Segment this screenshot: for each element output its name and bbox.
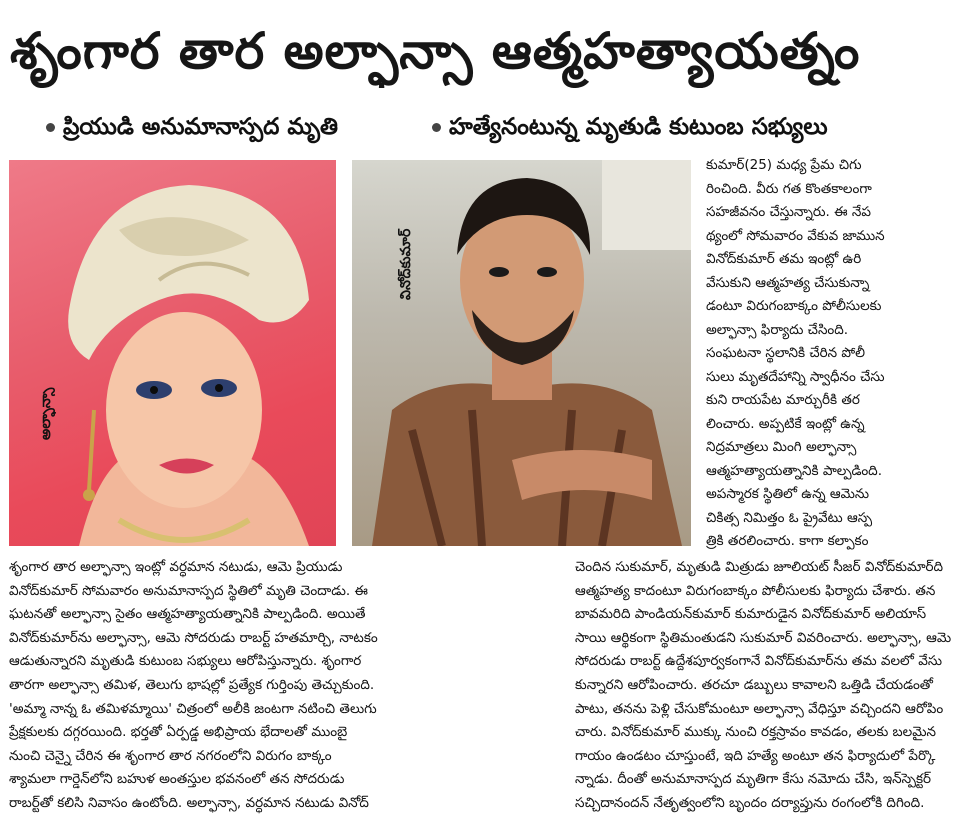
text-line: సహజీవనం చేస్తున్నారు. ఈ నేప (706, 204, 871, 220)
text-line: లించారు. అప్పటికే ఇంట్లో ఉన్న (706, 415, 865, 432)
text-line: సోదరుడు రాబర్ట్‌ ఉద్దేశపూర్వకంగానే వినోద్‌కుమార్‌ను తమ వలలో వేసు (575, 653, 942, 670)
text-line: న్నాడు. దీంతో అనుమానాస్పద మృతిగా కేసు నమోదు చేసి, ఇన్‌స్పెక్టర్‌ (575, 771, 932, 788)
actress-illustration (9, 160, 336, 546)
actor-photo (352, 160, 691, 546)
subheadline-1-text: ప్రియుడి అనుమానాస్పద మృతి (63, 114, 338, 140)
text-line: చికిత్స నిమిత్తం ఓ ప్రైవేటు ఆస్ప (706, 509, 873, 526)
subheadline-2 (432, 110, 952, 146)
text-line: వేసుకుని ఆత్మహత్య చేసుకున్నా (706, 274, 870, 291)
text-line: నుంచి చెన్నై చేరిన ఈ శృంగార తార నగరంలోని విరుగం బాక్కం (9, 747, 332, 764)
text-line: రించింది. వీరు గత కొంతకాలంగా (706, 180, 872, 197)
bullet-icon (46, 123, 55, 132)
text-line: బావమరిది పాండియన్‌కుమార్‌ కుమారుడైన వినోద్‌కుమార్‌ అలియాస్‌ (575, 606, 927, 623)
text-line: సంఘటనా స్థలానికి చేరిన పోలీ (706, 345, 866, 361)
side-column-text (706, 154, 954, 554)
text-line: 'అమ్మా నాన్న ఓ తమిళమ్మాయి' చిత్రంలో అలీకి జంటగా నటించి తెలుగు (9, 700, 377, 717)
subheadline-2-text: హత్యేనంటున్న మృతుడి కుటుంబ సభ్యులు (449, 114, 828, 140)
text-line: కుని రాయపేట మార్చురీకి తర (706, 392, 860, 408)
body-left-column (9, 556, 565, 826)
text-line: అల్ఫాన్సా ఫిర్యాదు చేసింది. (706, 321, 849, 338)
text-line: చారు. వినోద్‌కుమార్‌ ముక్కు నుంచి రక్తస్రావం కావడం, తలకు బలమైన (575, 724, 936, 741)
text-line (706, 554, 954, 555)
text-line: సచ్చిదానందన్‌ నేతృత్వంలోని బృందం దర్యాప్తును రంగంలోకి దిగింది. (575, 794, 925, 811)
bullet-icon (432, 123, 441, 132)
text-line: వినోద్‌కుమార్‌ తమ ఇంట్లో ఉరి (706, 251, 862, 267)
text-line: సాయి ఆర్థికంగా స్థితిమంతుడని సుకుమార్‌ వివరించారు. అల్ఫాన్సా, ఆమె (575, 629, 952, 646)
text-line: ఘటనతో అల్ఫాన్సా సైతం ఆత్మహత్యాయత్నానికి పాల్పడింది. అయితే (9, 606, 366, 623)
text-line: కున్నారని ఆరోపించారు. తరచూ డబ్బులు కావాలని ఒత్తిడి చేయడంతో (575, 676, 933, 693)
text-line: త్రికి తరలించారు. కాగా కల్పాకం (706, 533, 869, 549)
actor-photo-caption: వినోద్‌కుమార్ (398, 228, 414, 300)
text-line: ఆత్మహత్యాయత్నానికి పాల్పడింది. (706, 462, 883, 479)
actor-illustration (352, 160, 691, 546)
text-line: వినోద్‌కుమార్‌ను అల్ఫాన్సా, ఆమె సోదరుడు రాబర్ట్‌ హతమార్చి, నాటకం (9, 629, 378, 646)
text-line: గాయం ఉండటం చూస్తుంటే, ఇది హత్యే అంటూ తన ఫిర్యాదులో పేర్కొ (575, 747, 936, 764)
text-line: అపస్మారక స్థితిలో ఉన్న ఆమెను (706, 486, 870, 502)
subheadline-1 (46, 110, 426, 146)
text-line: ఆత్మహత్య కాదంటూ విరుగంబాక్కం పోలీసులకు ఫిర్యాదు చేశారు. తన (575, 582, 936, 599)
text-line: కుమార్‌(25) మధ్య ప్రేమ చిగు (706, 157, 862, 173)
text-line: థ్యంలో సోమవారం వేకువ జామున (706, 227, 885, 244)
text-line: శ్యామలా గార్డెన్‌లోని బహుళ అంతస్తుల భవనంలో తన సోదరుడు (9, 771, 345, 788)
text-line: డంటూ విరుగంబాక్కం పోలీసులకు (706, 298, 882, 314)
text-line: సులు మృతదేహాన్ని స్వాధీనం చేసు (706, 368, 885, 385)
text-line: రాబర్ట్‌తో కలిసి నివాసం ఉంటోంది. అల్ఫాన్సా, వర్ధమాన నటుడు వినోద్‌ (9, 794, 369, 811)
text-line: చెందిన సుకుమార్‌, మృతుడి మిత్రుడు జూలియట్‌ సీజర్‌ వినోద్‌కుమార్‌ది (575, 559, 944, 575)
text-line: తారగా అల్ఫాన్సా తమిళ, తెలుగు భాషల్లో ప్రత్యేక గుర్తింపు తెచ్చుకుంది. (9, 676, 375, 693)
text-line: ఆడుతున్నారని మృతుడి కుటుంబ సభ్యులు ఆరోపిస్తున్నారు. శృంగార (9, 653, 362, 670)
text-line: ప్రేక్షకులకు దగ్గరయింది. భర్తతో ఏర్పడ్డ అభిప్రాయ భేదాలతో ముంబై (9, 724, 348, 741)
text-line: వినోద్‌కుమార్‌ సోమవారం అనుమానాస్పద స్థితిలో మృతి చెందాడు. ఈ (9, 582, 368, 599)
text-line: పాటు, తనను పెళ్లి చేసుకోమంటూ అల్ఫాన్సా వేధిస్తూ వచ్చిందని ఆరోపిం (575, 700, 944, 717)
actress-photo (9, 160, 336, 546)
body-right-column (575, 556, 955, 826)
text-line: నిద్రమాత్రలు మింగి అల్ఫాన్సా (706, 439, 857, 455)
actress-photo-caption: అల్ఫాన్సా (38, 387, 54, 440)
text-line: శృంగార తార అల్ఫాన్సా ఇంట్లో వర్ధమాన నటుడు, ఆమె ప్రియుడు (9, 559, 343, 575)
headline: శృంగార తార అల్ఫాన్సా ఆత్మహత్యాయత్నం (10, 22, 861, 80)
